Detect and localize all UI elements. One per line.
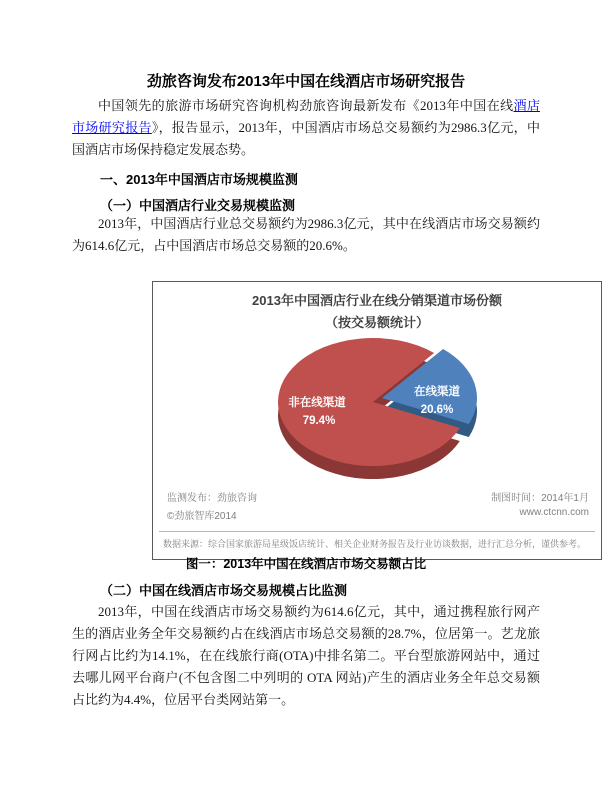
pie-chart: [153, 327, 603, 487]
report-hyperlink[interactable]: 酒店市场研究报告: [72, 98, 540, 135]
chart-title: 2013年中国酒店行业在线分销渠道市场份额: [252, 293, 502, 308]
chart-footer-divider: [159, 531, 595, 532]
chart-made-date: 制图时间：2014年1月: [491, 493, 589, 504]
section-1-1-heading: （一）中国酒店行业交易规模监测: [100, 198, 296, 213]
chart-subtitle: （按交易额统计）: [324, 315, 429, 330]
figure-1-caption: 图一：2013年中国在线酒店市场交易额占比: [185, 557, 427, 571]
chart-source-note: 数据来源：综合国家旅游局星级饭店统计、相关企业财务报告及行业访谈数据，进行汇总分析，谨供参考。: [163, 539, 587, 549]
pie-label-online: 在线渠道: [414, 386, 460, 398]
chart-website: www.ctcnn.com: [519, 507, 589, 518]
section-1-2-paragraph: 2013年，中国在线酒店市场交易额约为614.6亿元，其中，通过携程旅行网产生的酒店业务全年交易额约占在线酒店市场总交易额的28.7%，位居第一。艺龙旅行网占比约为14.1%，在在线旅行商(OTA)中排名第二。平台型旅游网站中，通过去哪儿网平台商户(不包含图二中列明的 OTA 网站)产生的酒店业务全年总交易额占比约为4.4%，位居平台类网站第一。: [72, 604, 540, 707]
document-title: 劲旅咨询发布2013年中国在线酒店市场研究报告: [146, 73, 466, 90]
chart-publisher: 监测发布：劲旅咨询: [167, 493, 257, 504]
intro-text-after-link: 》，报告显示，2013年，中国酒店市场总交易额约为2986.3亿元，中国酒店市场保持稳定发展态势。: [72, 120, 540, 157]
section-1-1-paragraph: 2013年，中国酒店行业总交易额约为2986.3亿元，其中在线酒店市场交易额约为614.6亿元，占中国酒店市场总交易额的20.6%。: [72, 216, 540, 253]
chart-copyright: ©劲旅智库2014: [167, 511, 237, 522]
intro-text-before-link: 中国领先的旅游市场研究咨询机构劲旅咨询最新发布《2013年中国在线: [98, 98, 514, 113]
section-1-2-heading: （二）中国在线酒店市场交易规模占比监测: [100, 583, 348, 598]
pie-value-online: 20.6%: [420, 404, 454, 416]
pie-value-offline: 79.4%: [302, 415, 336, 427]
intro-paragraph: [72, 95, 540, 161]
figure-1-chart: [152, 281, 602, 560]
pie-label-offline: 非在线渠道: [288, 397, 346, 409]
section-1-heading: 一、2013年中国酒店市场规模监测: [100, 172, 298, 187]
